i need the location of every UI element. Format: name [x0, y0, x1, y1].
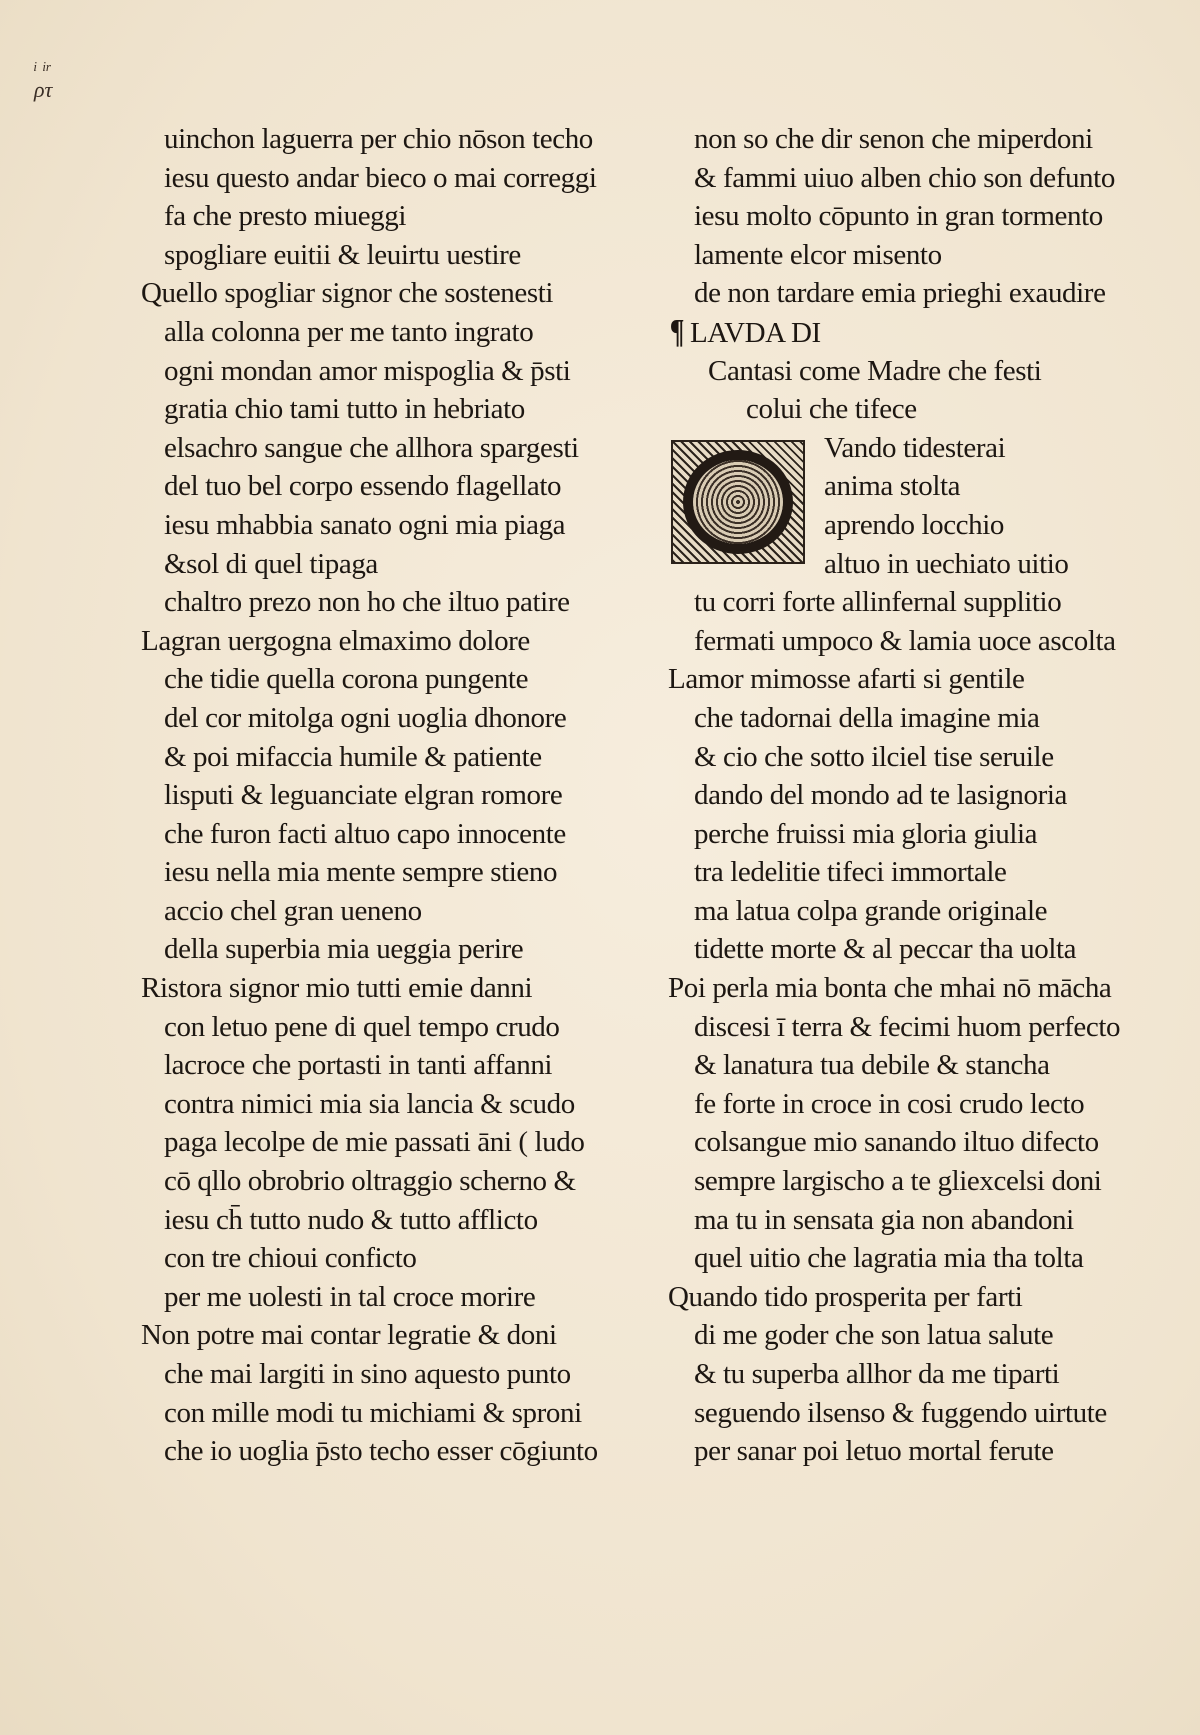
- verse-text: iesu questo andar bieco o mai correggi: [164, 161, 597, 194]
- verse-line: [666, 930, 1200, 969]
- verse-line: [0, 197, 650, 236]
- verse-text: del cor mitolga ogni uoglia dhonore: [164, 701, 567, 734]
- verse-line: [0, 853, 650, 892]
- left-text-column: [0, 120, 650, 1471]
- verse-line: [0, 390, 650, 429]
- verse-line: [0, 738, 650, 777]
- verse-line: [666, 1316, 1200, 1355]
- verse-line: [0, 159, 650, 198]
- verse-line: [0, 815, 650, 854]
- verse-text: ogni mondan amor mispoglia & p̄sti: [164, 354, 571, 387]
- verse-text: elsachro sangue che allhora spargesti: [164, 431, 579, 464]
- verse-text: Ristora signor mio tutti emie danni: [141, 972, 533, 1005]
- verse-text: iesu molto cōpunto in gran tormento: [694, 200, 1103, 233]
- verse-text: lisputi & leguanciate elgran romore: [164, 779, 563, 812]
- verse-line: [666, 853, 1200, 892]
- verse-line: [666, 738, 1200, 777]
- verse-text: gratia chio tami tutto in hebriato: [164, 393, 525, 426]
- verse-line: [666, 892, 1200, 931]
- verse-text: che tidie quella corona pungente: [164, 663, 529, 696]
- verse-line: [0, 1355, 650, 1394]
- verse-line: [666, 776, 1200, 815]
- verse-text: contra nimici mia sia lancia & scudo: [164, 1087, 575, 1120]
- verse-text: dando del mondo ad te lasignoria: [694, 779, 1067, 812]
- verse-text: chaltro prezo non ho che iltuo patire: [164, 586, 570, 619]
- verse-text: di me goder che son latua salute: [694, 1319, 1054, 1352]
- verse-text: & lanatura tua debile & stancha: [694, 1049, 1050, 1082]
- verse-line: [666, 1162, 1200, 1201]
- verse-line: [666, 390, 1200, 429]
- verse-text: alla colonna per me tanto ingrato: [164, 315, 534, 348]
- verse-line: [0, 1394, 650, 1433]
- verse-text: lamente elcor misento: [694, 238, 942, 271]
- verse-text: ma tu in sensata gia non abandoni: [694, 1203, 1074, 1236]
- verse-text: Poi perla mia bonta che mhai nō mācha: [668, 972, 1112, 1005]
- verse-line: [666, 159, 1200, 198]
- verse-line: [666, 1239, 1200, 1278]
- verse-line: [0, 583, 650, 622]
- verse-text: altuo in uechiato uitio: [824, 547, 1069, 580]
- verse-line: [0, 1162, 650, 1201]
- verse-line: [0, 930, 650, 969]
- verse-line: [666, 545, 1200, 584]
- verse-line: [0, 699, 650, 738]
- verse-text: con mille modi tu michiami & sproni: [164, 1396, 582, 1429]
- verse-line: [666, 506, 1200, 545]
- verse-line: [666, 1008, 1200, 1047]
- verse-line: [666, 352, 1200, 391]
- verse-line: [666, 274, 1200, 313]
- verse-text: colui che tifece: [746, 393, 917, 426]
- verse-text: cō qllo obrobrio oltraggio scherno &: [164, 1165, 576, 1198]
- verse-line: [0, 1046, 650, 1085]
- verse-text: con tre chioui conficto: [164, 1242, 417, 1275]
- verse-line: [666, 583, 1200, 622]
- verse-line: [0, 1316, 650, 1355]
- verse-line: [666, 699, 1200, 738]
- verse-line: [0, 429, 650, 468]
- verse-text: Cantasi come Madre che festi: [708, 354, 1042, 387]
- verse-text: per sanar poi letuo mortal ferute: [694, 1435, 1054, 1468]
- verse-line: [0, 1201, 650, 1240]
- verse-text: seguendo ilsenso & fuggendo uirtute: [694, 1396, 1107, 1429]
- verse-text: sempre largischo a te gliexcelsi doni: [694, 1165, 1102, 1198]
- verse-text: & cio che sotto ilciel tise seruile: [694, 740, 1054, 773]
- verse-line: [666, 1278, 1200, 1317]
- verse-line: [0, 660, 650, 699]
- verse-line: [666, 815, 1200, 854]
- verse-text: aprendo locchio: [824, 508, 1005, 541]
- verse-text: anima stolta: [824, 470, 961, 503]
- verse-line: [0, 1278, 650, 1317]
- verse-text: perche fruissi mia gloria giulia: [694, 817, 1038, 850]
- verse-line: [0, 506, 650, 545]
- verse-text: fermati umpoco & lamia uoce ascolta: [694, 624, 1116, 657]
- verse-line: [666, 1046, 1200, 1085]
- verse-text: LAVDA DI: [689, 316, 821, 349]
- verse-text: per me uolesti in tal croce morire: [164, 1280, 536, 1313]
- verse-line: [666, 236, 1200, 275]
- verse-line: [0, 274, 650, 313]
- verse-line: [666, 120, 1200, 159]
- verse-text: che io uoglia p̄sto techo esser cōgiunto: [164, 1435, 598, 1468]
- verse-text: fe forte in croce in cosi crudo lecto: [694, 1087, 1085, 1120]
- verse-text: iesu nella mia mente sempre stieno: [164, 856, 558, 889]
- verse-text: Lagran uergogna elmaximo dolore: [141, 624, 530, 657]
- verse-line: [0, 622, 650, 661]
- verse-line: [0, 1239, 650, 1278]
- verse-text: tu corri forte allinfernal supplitio: [694, 586, 1062, 619]
- verse-line: [0, 352, 650, 391]
- verse-text: Vando tidesterai: [824, 431, 1006, 464]
- verse-line: [0, 1008, 650, 1047]
- verse-line: [0, 236, 650, 275]
- verse-line: [666, 622, 1200, 661]
- verse-text: che furon facti altuo capo innocente: [164, 817, 566, 850]
- verse-text: iesu mhabbia sanato ogni mia piaga: [164, 508, 566, 541]
- verse-line: [666, 429, 1200, 468]
- verse-text: fa che presto miueggi: [164, 200, 407, 233]
- verse-text: Lamor mimosse afarti si gentile: [668, 663, 1025, 696]
- verse-text: & fammi uiuo alben chio son defunto: [694, 161, 1115, 194]
- verse-text: spogliare euitii & leuirtu uestire: [164, 238, 521, 271]
- verse-line: [666, 969, 1200, 1008]
- verse-text: & tu superba allhor da me tiparti: [694, 1358, 1060, 1390]
- verse-line: [0, 120, 650, 159]
- verse-text: colsangue mio sanando iltuo difecto: [694, 1126, 1099, 1159]
- verse-text: quel uitio che lagratia mia tha tolta: [694, 1242, 1084, 1275]
- paragraph-mark-icon: ¶: [669, 312, 685, 350]
- verse-text: lacroce che portasti in tanti affanni: [164, 1049, 553, 1082]
- verse-line: [0, 1123, 650, 1162]
- verse-text: che tadornai della imagine mia: [694, 701, 1040, 734]
- verse-line: [0, 1432, 650, 1471]
- verse-text: del tuo bel corpo essendo flagellato: [164, 470, 562, 503]
- verse-text: ma latua colpa grande originale: [694, 894, 1048, 927]
- verse-line: [666, 1201, 1200, 1240]
- verse-line: [666, 1123, 1200, 1162]
- verse-text: tra ledelitie tifeci immortale: [694, 856, 1007, 889]
- verse-line: [666, 1432, 1200, 1471]
- verse-text: Non potre mai contar legratie & doni: [141, 1319, 557, 1352]
- verse-text: paga lecolpe de mie passati āni ( ludo: [164, 1126, 585, 1159]
- verse-line: [666, 1394, 1200, 1433]
- verse-line: [666, 1085, 1200, 1124]
- verse-text: Quello spogliar signor che sostenesti: [141, 277, 554, 310]
- rubric-heading: [666, 313, 1200, 352]
- verse-line: [0, 776, 650, 815]
- verse-line: [666, 467, 1200, 506]
- verse-text: discesi ī terra & fecimi huom perfecto: [694, 1010, 1121, 1043]
- verse-text: Quando tido prosperita per farti: [668, 1280, 1023, 1313]
- verse-text: tidette morte & al peccar tha uolta: [694, 933, 1077, 966]
- verse-line: [0, 892, 650, 931]
- right-text-column: [666, 120, 1200, 1471]
- verse-text: & poi mifaccia humile & patiente: [164, 740, 542, 773]
- verse-text: accio chel gran ueneno: [164, 894, 422, 927]
- verse-text: con letuo pene di quel tempo crudo: [164, 1010, 560, 1043]
- verse-line: [0, 545, 650, 584]
- verse-text: non so che dir senon che miperdoni: [694, 123, 1093, 155]
- verse-line: [0, 467, 650, 506]
- verse-line: [666, 1355, 1200, 1394]
- verse-text: de non tardare emia prieghi exaudire: [694, 277, 1106, 310]
- verse-text: della superbia mia ueggia perire: [164, 933, 524, 966]
- verse-line: [0, 1085, 650, 1124]
- verse-text: che mai largiti in sino aquesto punto: [164, 1358, 571, 1390]
- verse-line: [666, 197, 1200, 236]
- verse-line: [0, 969, 650, 1008]
- verse-text: &sol di quel tipaga: [164, 547, 378, 580]
- margin-annotation: ᵢ ᵢᵣ ρτ: [34, 49, 53, 102]
- verse-line: [0, 313, 650, 352]
- verse-text: uinchon laguerra per chio nōson techo: [164, 123, 593, 155]
- verse-line: [666, 660, 1200, 699]
- verse-text: iesu ch̄ tutto nudo & tutto afflicto: [164, 1203, 538, 1236]
